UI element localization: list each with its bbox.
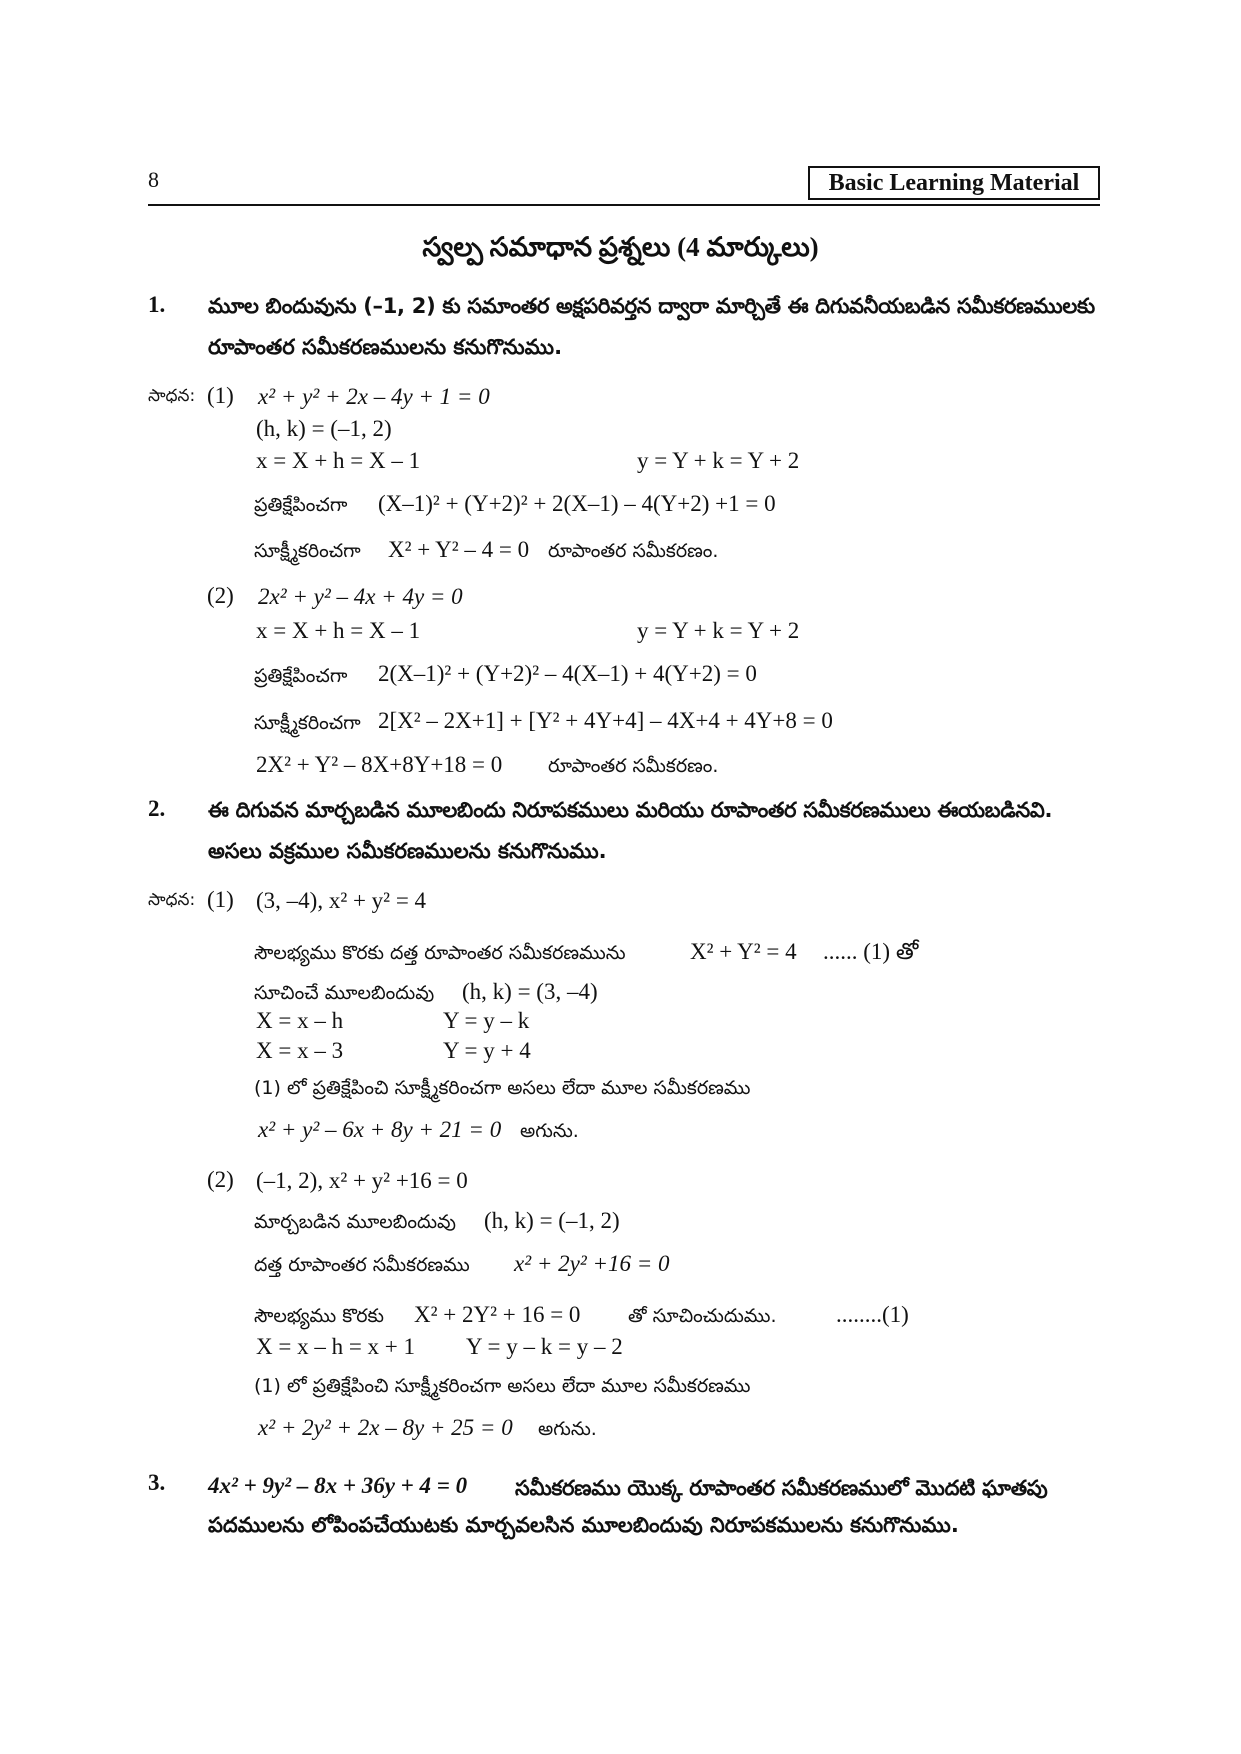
q1-part1-result-word: రూపాంతర సమీకరణం. bbox=[548, 540, 719, 562]
question-3-equation: 4x² + 9y² – 8x + 36y + 4 = 0 bbox=[208, 1473, 468, 1498]
q2-part2-conv-word: సౌలభ్యము కొరకు bbox=[254, 1305, 384, 1327]
q2-part2-label: (2) bbox=[207, 1167, 234, 1192]
q1-part1-result-eq: X² + Y² – 4 = 0 bbox=[388, 537, 530, 562]
q2-part1-origin-eq: (h, k) = (3, –4) bbox=[462, 979, 598, 1004]
q2-part2-result-word: అగును. bbox=[538, 1418, 597, 1440]
q1-part2-result-word: రూపాంతర సమీకరణం. bbox=[548, 755, 719, 777]
q2-part1-subst-text: (1) లో ప్రతిక్షేపించి సూక్ష్మీకరించగా అసలు లేదా మూల సమీకరణము bbox=[254, 1077, 751, 1099]
q2-part1-sub1-a: X = x – h bbox=[256, 1008, 344, 1033]
page-number: 8 bbox=[148, 167, 159, 192]
q2-part2-given: (–1, 2), x² + y² +16 = 0 bbox=[256, 1168, 468, 1193]
q1-part1-label: (1) bbox=[207, 383, 234, 408]
q1-part1-x-sub: x = X + h = X – 1 bbox=[256, 448, 421, 473]
q1-part2-x-sub: x = X + h = X – 1 bbox=[256, 618, 421, 643]
q1-part2-subst-eq: 2(X–1)² + (Y+2)² – 4(X–1) + 4(Y+2) = 0 bbox=[378, 661, 757, 686]
q1-part1-given: x² + y² + 2x – 4y + 1 = 0 bbox=[258, 384, 490, 409]
q2-solution-label: సాధన: bbox=[148, 890, 196, 910]
question-2-text-line2: అసలు వక్రముల సమీకరణములను కనుగొనుము. bbox=[208, 839, 607, 863]
q2-part1-conv-word: సౌలభ్యము కొరకు దత్త రూపాంతర సమీకరణమును bbox=[254, 942, 626, 964]
q2-part2-origin-eq: (h, k) = (–1, 2) bbox=[484, 1208, 620, 1233]
q2-part2-subst-text: (1) లో ప్రతిక్షేపించి సూక్ష్మీకరించగా అసలు లేదా మూల సమీకరణము bbox=[254, 1375, 751, 1397]
question-2-number: 2. bbox=[148, 796, 166, 821]
q2-part1-given: (3, –4), x² + y² = 4 bbox=[256, 888, 427, 913]
q1-part2-label: (2) bbox=[207, 583, 234, 608]
q2-part2-sub-b: Y = y – k = y – 2 bbox=[466, 1334, 623, 1359]
q2-part1-sub1-b: Y = y – k bbox=[443, 1008, 530, 1033]
question-1-number: 1. bbox=[148, 292, 166, 317]
question-2-text-line1: ఈ దిగువన మార్చబడిన మూలబిందు నిరూపకములు మరియు రూపాంతర సమీకరణములు ఈయబడినవి. bbox=[208, 798, 1053, 822]
q2-part2-conv-ref: ........(1) bbox=[836, 1302, 909, 1327]
q2-part1-result-word: అగును. bbox=[520, 1120, 579, 1142]
question-1-text-line2: రూపాంతర సమీకరణములను కనుగొనుము. bbox=[208, 335, 563, 359]
q2-part1-sub2-a: X = x – 3 bbox=[256, 1038, 344, 1063]
q1-part2-subst-word: ప్రతిక్షేపించగా bbox=[254, 665, 348, 687]
q1-part1-y-sub: y = Y + k = Y + 2 bbox=[637, 448, 800, 473]
section-title: స్వల్ప సమాధాన ప్రశ్నలు (4 మార్కులు) bbox=[422, 232, 819, 262]
q1-part2-simpl-eq: 2[X² – 2X+1] + [Y² + 4Y+4] – 4X+4 + 4Y+8 = 0 bbox=[378, 708, 833, 733]
question-3-text-line2: పదములను లోపింపచేయుటకు మార్చవలసిన మూలబిందువు నిరూపకములను కనుగొనుము. bbox=[208, 1513, 959, 1537]
q1-part2-result-eq: 2X² + Y² – 8X+8Y+18 = 0 bbox=[256, 752, 503, 777]
q1-part1-subst-eq: (X–1)² + (Y+2)² + 2(X–1) – 4(Y+2) +1 = 0 bbox=[378, 491, 776, 516]
book-title-box: Basic Learning Material bbox=[808, 166, 1100, 200]
q2-part2-given-eq: x² + 2y² +16 = 0 bbox=[514, 1251, 670, 1276]
q1-part1-hk: (h, k) = (–1, 2) bbox=[256, 416, 392, 441]
question-1-text-line1: మూల బిందువును (–1, 2) కు సమాంతర అక్షపరివర్తన ద్వారా మార్చితే ఈ దిగువనీయబడిన సమీకరణములకు bbox=[208, 294, 1095, 318]
q1-part1-subst-word: ప్రతిక్షేపించగా bbox=[254, 494, 348, 516]
q1-solution-label: సాధన: bbox=[148, 386, 196, 406]
q2-part1-result-eq: x² + y² – 6x + 8y + 21 = 0 bbox=[258, 1117, 502, 1142]
question-3-number: 3. bbox=[148, 1470, 166, 1495]
q2-part2-conv-eq: X² + 2Y² + 16 = 0 bbox=[414, 1302, 581, 1327]
q2-part1-conv-ref: ...... (1) తో bbox=[823, 939, 919, 964]
q2-part1-label: (1) bbox=[207, 887, 234, 912]
q1-part2-given: 2x² + y² – 4x + 4y = 0 bbox=[258, 584, 463, 609]
q2-part2-origin-word: మార్చబడిన మూలబిందువు bbox=[254, 1211, 456, 1233]
q2-part2-conv-tail: తో సూచించుదుము. bbox=[628, 1305, 777, 1327]
q1-part2-simpl-word: సూక్ష్మీకరించగా bbox=[254, 712, 361, 734]
q2-part2-sub-a: X = x – h = x + 1 bbox=[256, 1334, 416, 1359]
q2-part1-sub2-b: Y = y + 4 bbox=[443, 1038, 531, 1063]
q2-part1-origin-word: సూచించే మూలబిందువు bbox=[254, 982, 435, 1004]
q2-part2-result-eq: x² + 2y² + 2x – 8y + 25 = 0 bbox=[258, 1415, 513, 1440]
question-3-text-line1: సమీకరణము యొక్క రూపాంతర సమీకరణములో మొదటి ఘాతపు bbox=[515, 1476, 1048, 1500]
header-rule bbox=[148, 204, 1100, 206]
q2-part2-given-word: దత్త రూపాంతర సమీకరణము bbox=[254, 1254, 470, 1276]
q1-part2-y-sub: y = Y + k = Y + 2 bbox=[637, 618, 800, 643]
q1-part1-simpl-word: సూక్ష్మీకరించగా bbox=[254, 540, 361, 562]
q2-part1-conv-eq: X² + Y² = 4 bbox=[690, 939, 797, 964]
